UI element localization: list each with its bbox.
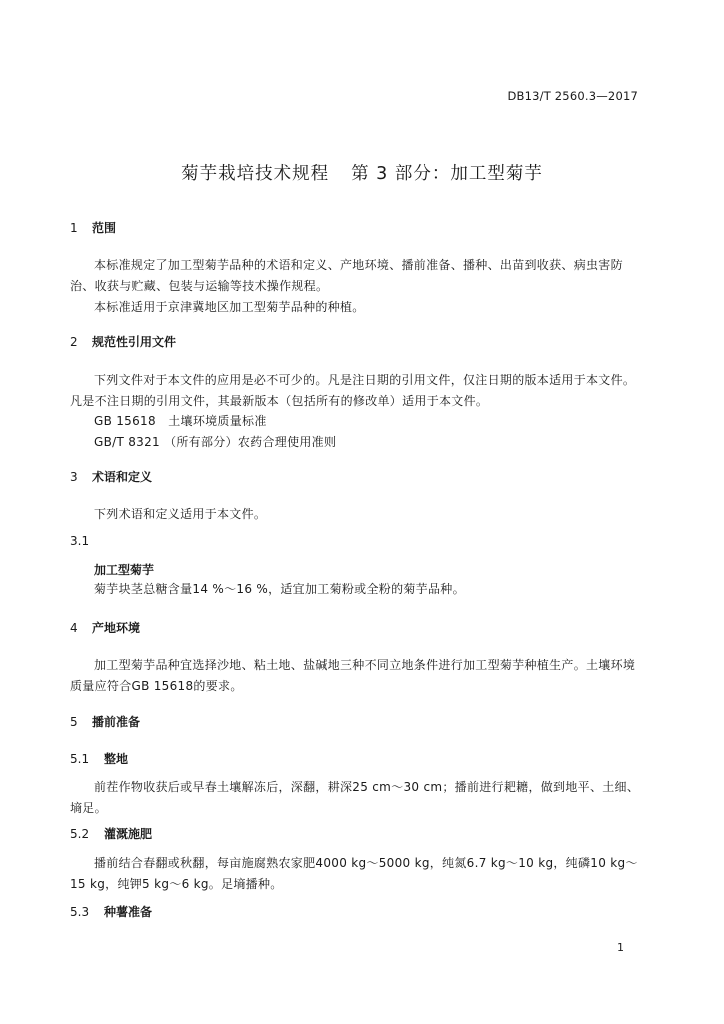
section-5-2-paragraph: 播前结合春翻或秋翻，每亩施腐熟农家肥4000 kg～5000 kg，纯氮6.7 kg～10 kg，纯磷10 kg～15 kg，纯钾5 kg～6 kg。足墒播种。 (70, 856, 638, 891)
section-3-paragraph-1: 下列术语和定义适用于本文件。 (94, 507, 267, 521)
page-number: 1 (617, 941, 624, 954)
section-5-1-paragraph: 前茬作物收获后或早春土壤解冻后，深翻，耕深25 cm～30 cm；播前进行耙耱，做到地平、土细、墒足。 (70, 780, 640, 815)
section-5-1-heading: 5.1 整地 (70, 752, 129, 766)
section-1-heading: 1 范围 (70, 221, 117, 235)
section-5-3-heading: 5.3 种薯准备 (70, 905, 153, 919)
document-title (0, 160, 724, 185)
section-4-heading: 4 产地环境 (70, 621, 141, 635)
document-number: DB13/T 2560.3—2017 (507, 89, 638, 103)
section-2-heading: 2 规范性引用文件 (70, 335, 177, 349)
section-5-2-heading: 5.2 灌溉施肥 (70, 827, 153, 841)
reference-gb15618: GB 15618 土壤环境质量标准 (94, 414, 267, 428)
title-main: 菊芋栽培技术规程 (181, 164, 330, 184)
term-definition: 菊芋块茎总糖含量14 %～16 %，适宜加工菊粉或全粉的菊芋品种。 (94, 582, 465, 596)
section-4-paragraph-1: 加工型菊芋品种宜选择沙地、粘土地、盐碱地三种不同立地条件进行加工型菊芋种植生产。土壤环境质量应符合GB 15618的要求。 (70, 658, 636, 693)
section-1-paragraph-2: 本标准适用于京津冀地区加工型菊芋品种的种植。 (94, 300, 365, 314)
section-1-paragraph-1: 本标准规定了加工型菊芋品种的术语和定义、产地环境、播前准备、播种、出苗到收获、病虫害防治、收获与贮藏、包装与运输等技术操作规程。 (70, 258, 623, 293)
section-2-paragraph-1: 下列文件对于本文件的应用是必不可少的。凡是注日期的引用文件，仅注日期的版本适用于本文件。凡是不注日期的引用文件，其最新版本（包括所有的修改单）适用于本文件。 (70, 373, 636, 408)
term-heading: 加工型菊芋 (94, 563, 155, 577)
section-5-heading: 5 播前准备 (70, 715, 141, 729)
title-part: 第 3 部分：加工型菊芋 (351, 164, 543, 184)
section-3-heading: 3 术语和定义 (70, 470, 153, 484)
reference-gbt8321: GB/T 8321 （所有部分）农药合理使用准则 (94, 435, 337, 449)
subsection-3-1-number: 3.1 (70, 534, 90, 548)
